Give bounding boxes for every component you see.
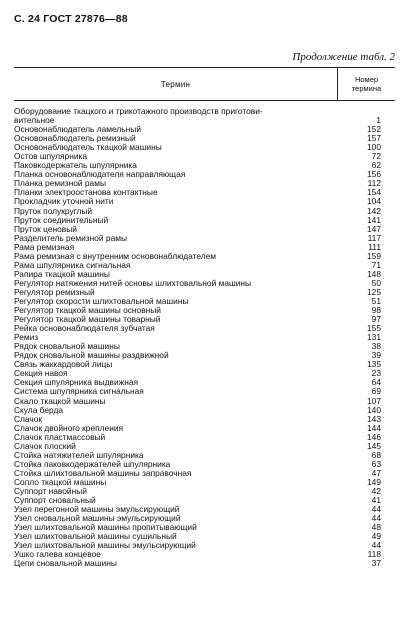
term-number-cell: 51 [371, 295, 381, 306]
term-cell: Рейка основонаблюдателя зубчатая [14, 323, 155, 334]
table-row [14, 559, 395, 568]
term-cell: Скало ткацкой машины [14, 395, 106, 406]
table-body [14, 107, 395, 568]
term-number-cell: 64 [371, 377, 381, 388]
term-number-cell: 141 [367, 214, 381, 225]
term-cell: Остов шпулярника [14, 151, 88, 162]
term-number-cell: 146 [367, 431, 381, 442]
term-cell: Слачок двойного крепления [14, 422, 124, 433]
term-cell: Разделитель ремизной рамы [14, 232, 128, 243]
term-cell: Ушко галева концевое [14, 549, 101, 560]
column-header-number [338, 68, 395, 100]
term-cell: Паковкодержатель шпулярника [14, 160, 137, 171]
term-cell: Секция навоя [14, 368, 68, 379]
term-number-cell: 159 [367, 250, 381, 261]
table-header [14, 67, 395, 101]
term-cell: Регулятор ткацкой машины основный [14, 305, 161, 316]
term-number-cell: 62 [371, 160, 381, 171]
term-cell: Оборудование ткацкого и трикотажного производств приготови- [14, 106, 263, 116]
page-header: С. 24 ГОСТ 27876—88 [14, 13, 128, 25]
term-number-cell: 48 [371, 522, 381, 533]
term-number-cell: 50 [371, 277, 381, 288]
term-number-cell: 147 [367, 223, 381, 234]
term-cell: Основонаблюдатель ламельный [14, 124, 141, 135]
term-number-cell: 107 [367, 395, 381, 406]
term-number-cell: 38 [371, 341, 381, 352]
term-cell: Слачок плоский [14, 440, 76, 451]
term-cell: Рапира ткацкой машины [14, 268, 110, 279]
column-header-number-line2: термина [351, 84, 382, 93]
table-row [14, 324, 395, 333]
term-cell: Регулятор скорости шлихтовальной машины [14, 295, 189, 306]
term-cell: Планки электроостанова контактные [14, 187, 158, 198]
term-number-cell: 156 [367, 169, 381, 180]
term-number-cell: 144 [367, 422, 381, 433]
term-number-cell: 131 [367, 332, 381, 343]
term-cell: Узел шлихтовальной машины пропитывающий [14, 522, 197, 533]
term-number-cell: 157 [367, 133, 381, 144]
term-cell: Планка ремизной рамы [14, 178, 106, 189]
term-cell: Узел сновальной машины эмульсирующий [14, 513, 181, 524]
term-cell: Узел перегонной машины эмульсирующий [14, 504, 180, 515]
term-cell: Суппорт навойный [14, 485, 87, 496]
term-number-cell: 145 [367, 440, 381, 451]
term-cell: Регулятор натяжения нитей основы шлихтовальной машины [14, 277, 252, 288]
column-header-term: Термин [160, 79, 191, 89]
term-cell: Планка основонаблюдателя направляющая [14, 169, 186, 180]
term-cell: Рядок сновальной машины раздвижной [14, 350, 169, 361]
term-cell: Система шпулярника сигнальная [14, 386, 144, 397]
term-cell: Рама ремизная [14, 241, 75, 252]
term-cell: Секция шпулярника выдвижная [14, 377, 139, 388]
term-number-cell: 148 [367, 268, 381, 279]
table-continuation-label: Продолжение табл. 2 [292, 51, 395, 63]
term-cell: Суппорт сновальный [14, 495, 96, 506]
table-row [14, 360, 395, 369]
term-cell: Основонаблюдатель ремизный [14, 133, 136, 144]
term-number-cell: 39 [371, 350, 381, 361]
table-row [14, 107, 395, 116]
term-number-cell: 142 [367, 205, 381, 216]
term-cell: Слачок [14, 413, 43, 424]
term-number-cell: 149 [367, 476, 381, 487]
term-cell: Регулятор ремизный [14, 286, 95, 297]
term-cell: Рама ремизная с внутренним основонаблюдателем [14, 250, 216, 261]
term-number-cell: 63 [371, 458, 381, 469]
term-cell: Прокладчик уточной нити [14, 196, 114, 207]
term-cell: Рядок сновальной машины [14, 341, 120, 352]
term-number-cell: 125 [367, 286, 381, 297]
term-cell: Регулятор ткацкой машины товарный [14, 314, 161, 325]
term-cell: Рама шпулярника сигнальная [14, 259, 131, 270]
term-cell: Основонаблюдатель ткацкой машины [14, 142, 162, 153]
term-cell: Связь жаккардовой лицы [14, 359, 113, 370]
term-cell: Пруток соединительный [14, 214, 109, 225]
term-number-cell: 118 [367, 549, 381, 560]
term-number-cell: 155 [367, 323, 381, 334]
term-number-cell: 44 [371, 540, 381, 551]
term-cell: Слачок пластмассовый [14, 431, 106, 442]
term-cell: вительное [14, 115, 55, 126]
term-number-cell: 152 [367, 124, 381, 135]
term-number-cell: 47 [371, 467, 381, 478]
table-row [14, 406, 395, 415]
term-cell: Узел шлихтовальной машины эмульсирующий [14, 540, 196, 551]
term-number-cell: 42 [371, 485, 381, 496]
term-number-cell: 49 [371, 531, 381, 542]
term-number-cell: 97 [371, 314, 381, 325]
term-cell: Стойка шлихтовальной машины заправочная [14, 467, 192, 478]
term-number-cell: 37 [371, 558, 381, 569]
term-cell: Сопло ткацкой машины [14, 476, 107, 487]
term-number-cell: 68 [371, 449, 381, 460]
term-number-cell: 23 [371, 368, 381, 379]
term-number-cell: 104 [367, 196, 381, 207]
term-number-cell: 69 [371, 386, 381, 397]
term-number-cell: 44 [371, 513, 381, 524]
term-cell: Пруток полукруглый [14, 205, 93, 216]
term-number-cell: 117 [367, 232, 381, 243]
term-cell: Скула берда [14, 404, 64, 415]
term-number-cell: 72 [371, 151, 381, 162]
term-number-cell: 100 [367, 142, 381, 153]
term-number-cell: 1 [376, 115, 381, 126]
table-row [14, 397, 395, 406]
column-header-number-line1: Номер [354, 75, 379, 84]
term-number-cell: 135 [367, 359, 381, 370]
term-cell: Узел шлихтовальной машины сушильный [14, 531, 177, 542]
term-number-cell: 71 [371, 259, 381, 270]
term-number-cell: 44 [371, 504, 381, 515]
term-cell: Пруток ценовый [14, 223, 77, 234]
term-cell: Стойка паковкодержателей шпулярника [14, 458, 171, 469]
term-cell: Цепи сновальной машины [14, 558, 117, 569]
term-number-cell: 41 [371, 495, 381, 506]
term-number-cell: 98 [371, 305, 381, 316]
term-number-cell: 143 [367, 413, 381, 424]
term-cell: Стойка натяжителей шпулярника [14, 449, 144, 460]
term-number-cell: 154 [367, 187, 381, 198]
term-cell: Ремиз [14, 332, 39, 343]
term-number-cell: 140 [367, 404, 381, 415]
term-number-cell: 112 [367, 178, 381, 189]
term-number-cell: 111 [368, 241, 381, 252]
